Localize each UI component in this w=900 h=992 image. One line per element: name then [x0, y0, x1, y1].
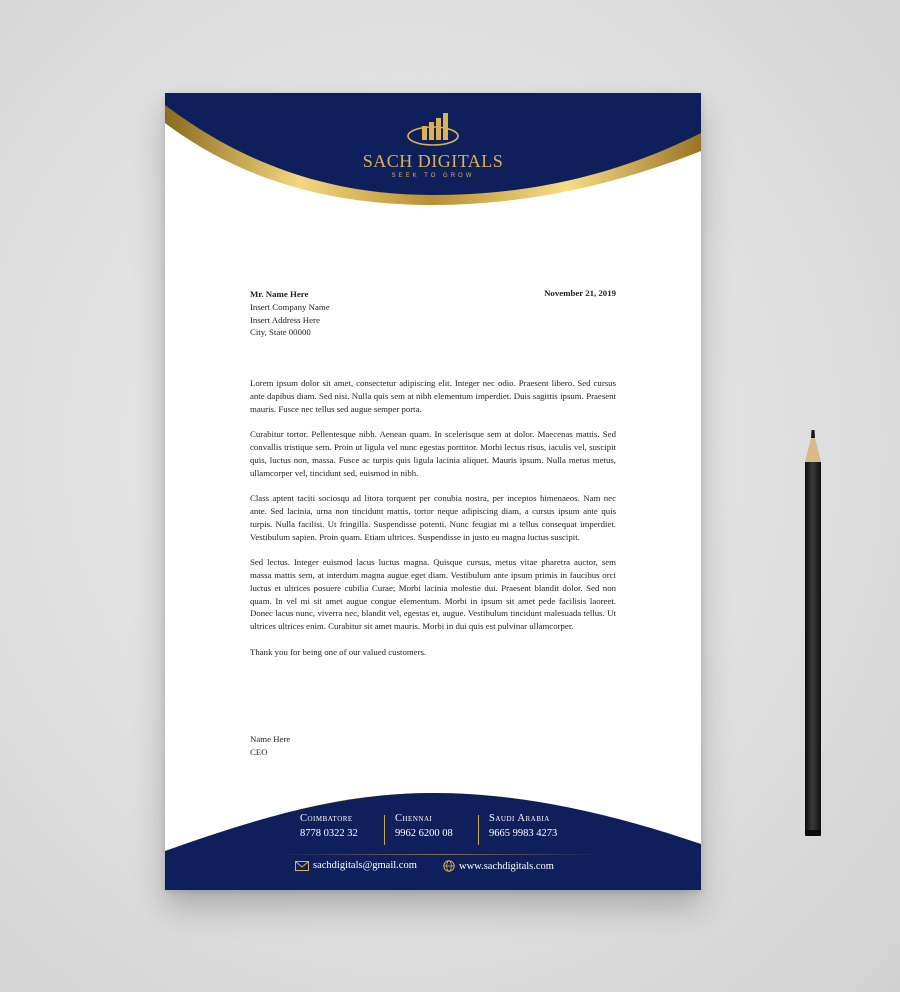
brand-name: SACH DIGITALS	[362, 151, 504, 171]
office-saudi-arabia	[489, 813, 557, 839]
letter-date: November 21, 2019	[544, 288, 616, 298]
closing-line: Thank you for being one of our valued customers.	[250, 646, 427, 657]
email-text[interactable]: sachdigitals@gmail.com	[313, 860, 417, 871]
globe-icon	[443, 860, 455, 872]
office-chennai	[395, 813, 453, 839]
website-text[interactable]: www.sachdigitals.com	[459, 860, 554, 872]
signatory-title: CEO	[250, 746, 268, 757]
signatory-name: Name Here	[250, 734, 291, 744]
office-list	[165, 813, 701, 853]
body-paragraph: Sed lectus. Integer euismod lacus luctus magna. Quisque cursus, metus vitae pharetra auctor, sem massa mattis sem, at interdum magna augue eget diam. Vestibulum ante ipsum primis in faucibus orci luctus et ultrices posuere cubilia Curae; Morbi lacinia molestie dui. Praesent blandit dolor. Sed non quam. In vel mi sit amet augue congue elementum. Morbi in ipsum sit amet pede facilisis laoreet. Donec lacus nunc, viverra nec, blandit vel, egestas et, augue. Vestibulum tincidunt malesuada tellus. Ut ultrices ultrices enim. Curabitur sit amet mauris. Morbi in dui quis est pulvinar ullamcorper.	[250, 557, 616, 632]
office-divider	[478, 815, 479, 845]
office-divider	[384, 815, 385, 845]
body-paragraph: Lorem ipsum dolor sit amet, consectetur adipiscing elit. Integer nec odio. Praesent libero. Sed cursus ante dapibus diam. Sed nisi. Nulla quis sem at nibh elementum imperdiet. Duis sagittis ipsum. Praesent mauris. Fusce nec tellus sed augue semper porta.	[250, 378, 616, 414]
recipient-name: Mr. Name Here	[250, 289, 309, 299]
brand-tagline: SEEK TO GROW	[391, 173, 475, 179]
recipient-company: Insert Company Name	[250, 301, 330, 312]
recipient-city: City, State 00000	[250, 327, 311, 338]
office-city: Chennai	[395, 813, 433, 824]
bar-chart-logo-icon	[405, 111, 461, 149]
office-city: Coimbatore	[300, 813, 353, 824]
pencil-prop	[802, 428, 824, 838]
letterhead-sheet	[165, 93, 701, 890]
website-contact[interactable]	[443, 860, 554, 872]
office-phone: 9962 6200 08	[395, 828, 453, 839]
office-phone: 8778 0322 32	[300, 828, 358, 839]
body-paragraph: Class aptent taciti sociosqu ad litora torquent per conubia nostra, per inceptos himenaeos. Nam nec ante. Sed lacinia, urna non tincidunt mattis, tortor neque adipiscing diam, a cursus ipsum ante quis turpis. Nulla facilisi. Ut fringilla. Suspendisse potenti. Nunc feugiat mi a tellus consequat imperdiet. Vestibulum sapien. Proin quam. Etiam ultrices. Suspendisse in justo eu magna luctus suscipit.	[250, 493, 616, 542]
recipient-address: Insert Address Here	[250, 314, 320, 325]
body-paragraph: Curabitur tortor. Pellentesque nibh. Aenean quam. In scelerisque sem at dolor. Maecenas mattis. Sed convallis tristique sem. Proin ut ligula vel nunc egestas porttitor. Morbi lectus risus, iaculis vel, suscipit quis, luctus non, massa. Fusce ac turpis quis ligula lacinia aliquet. Mauris ipsum. Nulla metus metus, ullamcorper vel, tincidunt sed, euismod in nibh.	[250, 429, 616, 478]
company-logo	[165, 111, 701, 179]
footer-rule	[275, 854, 605, 855]
letter-body	[250, 377, 616, 671]
email-contact[interactable]	[295, 860, 417, 871]
office-coimbatore	[300, 813, 358, 839]
office-phone: 9665 9983 4273	[489, 828, 558, 839]
envelope-icon	[295, 861, 309, 871]
signature-block	[250, 733, 616, 759]
office-city: Saudi Arabia	[489, 813, 550, 824]
